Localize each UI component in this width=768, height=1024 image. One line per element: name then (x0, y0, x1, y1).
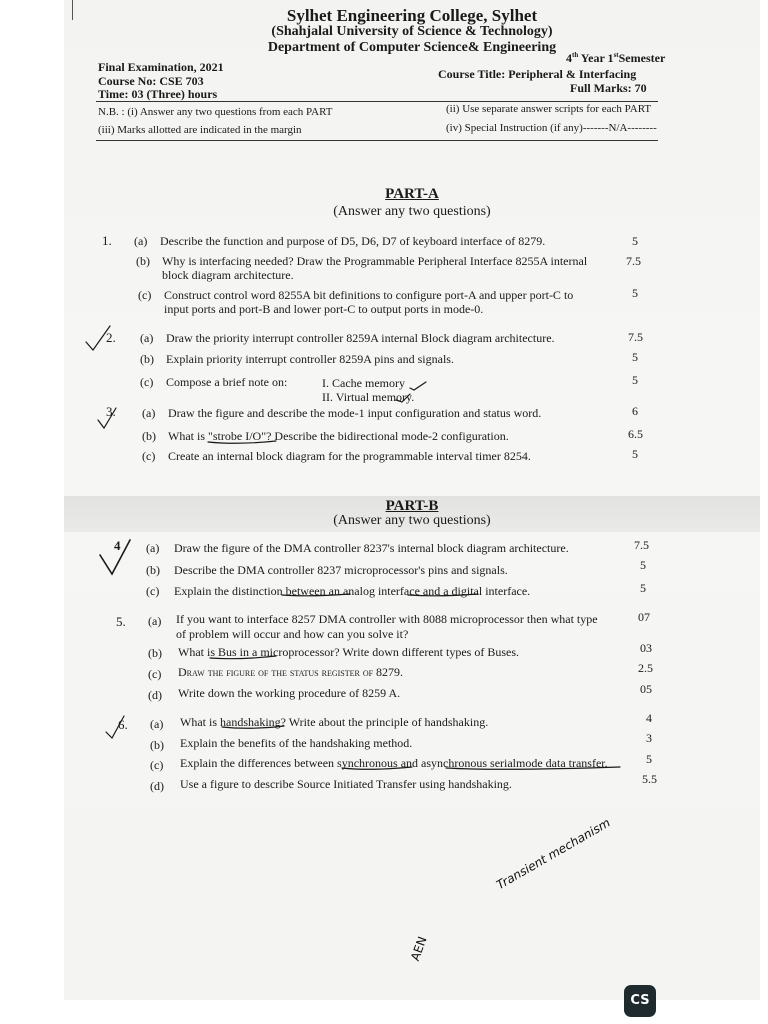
q4c-label: (c) (146, 584, 160, 598)
q2a-marks: 7.5 (628, 330, 643, 344)
q6a-text: What is handshaking? Write about the principle of handshaking. (180, 715, 489, 729)
q2b-marks: 5 (632, 350, 638, 364)
course-number: Course No: CSE 703 (98, 74, 204, 88)
q6b-marks: 3 (646, 731, 652, 745)
q4a-text: Draw the figure of the DMA controller 8237's internal block diagram architecture. (174, 541, 569, 555)
q1c-text-line2: input ports and port-B and lower port-C to output ports in mode-0. (164, 302, 484, 316)
q2c-item-1: I. Cache memory (322, 376, 405, 390)
q5a-text: If you want to interface 8257 DMA controller with 8088 microprocessor then what type (176, 612, 598, 626)
q2c-item-2: II. Virtual memory. (322, 390, 415, 404)
q1a-marks: 5 (632, 234, 638, 248)
q6b-label: (b) (150, 738, 164, 752)
part-a-subtitle: (Answer any two questions) (333, 204, 491, 219)
q6c-label: (c) (150, 758, 164, 772)
college-name: Sylhet Engineering College, Sylhet (286, 6, 538, 25)
q6c-text: Explain the differences between synchronous and asynchronous serialmode data transfer. (180, 756, 608, 770)
q4a-marks: 7.5 (634, 538, 649, 552)
q1a-label: (a) (134, 234, 148, 248)
q6c-marks: 5 (646, 752, 652, 766)
q4c-text: Explain the distinction between an analog interface and a digital interface. (174, 584, 531, 598)
q4a-label: (a) (146, 541, 160, 555)
q3a-text: Draw the figure and describe the mode-1 input configuration and status word. (168, 406, 542, 420)
q6a-label: (a) (150, 717, 164, 731)
note-3: (iii) Marks allotted are indicated in the margin (98, 124, 302, 136)
q1b-text-line2: block diagram architecture. (162, 268, 294, 282)
note-1: N.B. : (i) Answer any two questions from each PART (98, 106, 333, 118)
q1c-text: Construct control word 8255A bit definitions to configure port-A and upper port-C to (164, 288, 574, 302)
q4b-marks: 5 (640, 558, 646, 572)
cache-tick (410, 382, 426, 390)
q4b-text: Describe the DMA controller 8237 microprocessor's pins and signals. (174, 563, 508, 577)
q3b-text: What is "strobe I/O"? Describe the bidirectional mode-2 configuration. (168, 429, 509, 443)
course-title: Course Title: Peripheral & Interfacing (438, 67, 637, 81)
part-b-title: PART-B (385, 498, 439, 514)
underline-bus (210, 656, 276, 659)
q6d-label: (d) (150, 779, 164, 793)
q2a-text: Draw the priority interrupt controller 8259A internal Block diagram architecture. (166, 331, 555, 345)
question-4-number: 4 (114, 538, 121, 553)
q3c-text: Create an internal block diagram for the programmable interval timer 8254. (168, 449, 531, 463)
underline-asynchronous (446, 767, 620, 769)
q6d-marks: 5.5 (642, 772, 657, 786)
exam-name: Final Examination, 2021 (98, 60, 224, 74)
q2-check-mark (86, 326, 110, 350)
q4c-marks: 5 (640, 581, 646, 595)
university-affiliation: (Shahjalal University of Science & Technology) (271, 24, 553, 39)
q5a-text-line2: of problem will occur and how can you solve it? (176, 627, 409, 641)
underline-handshaking (222, 726, 284, 728)
q5c-text: Draw the figure of the status register of 8279. (178, 665, 404, 679)
q6-check-mark (106, 716, 124, 738)
underline-analog (282, 594, 350, 596)
underline-digital (408, 594, 478, 596)
q2b-text: Explain priority interrupt controller 8259A pins and signals. (166, 352, 454, 366)
question-2-number: 2. (106, 330, 116, 345)
q5a-label: (a) (148, 614, 162, 628)
q4b-label: (b) (146, 563, 160, 577)
q3a-marks: 6 (632, 404, 638, 418)
question-3-number: 3. (106, 404, 116, 419)
question-6-number: 6. (118, 717, 128, 732)
q1b-label: (b) (136, 254, 150, 268)
q6b-text: Explain the benefits of the handshaking method. (180, 736, 413, 750)
q2c-text: Compose a brief note on: (166, 375, 288, 389)
q1a-text: Describe the function and purpose of D5, D6, D7 of keyboard interface of 8279. (160, 234, 546, 248)
underline-strobe (208, 441, 276, 443)
q2b-label: (b) (140, 352, 154, 366)
question-5-number: 5. (116, 614, 126, 629)
q1c-marks: 5 (632, 286, 638, 300)
exam-duration: Time: 03 (Three) hours (98, 87, 218, 101)
q3b-label: (b) (142, 429, 156, 443)
q5d-marks: 05 (640, 682, 652, 696)
q3a-label: (a) (142, 406, 156, 420)
q5b-marks: 03 (640, 641, 652, 655)
year-semester: 4th Year 1stSemester (566, 51, 666, 65)
note-2: (ii) Use separate answer scripts for each PART (446, 103, 652, 115)
q1b-text: Why is interfacing needed? Draw the Programmable Peripheral Interface 8255A internal (162, 254, 588, 268)
q2c-label: (c) (140, 375, 154, 389)
note-4: (iv) Special Instruction (if any)-------N/A-------- (446, 122, 657, 134)
q3c-label: (c) (142, 449, 156, 463)
q6a-marks: 4 (646, 711, 652, 725)
q5a-marks: 07 (638, 610, 650, 624)
q5c-marks: 2.5 (638, 661, 653, 675)
department-name: Department of Computer Science& Engineering (267, 40, 557, 55)
q5c-label: (c) (148, 667, 162, 681)
q2a-label: (a) (140, 331, 154, 345)
q2c-marks: 5 (632, 373, 638, 387)
handwritten-initials: AEN (408, 934, 430, 963)
virtual-tick (396, 394, 410, 402)
part-b-subtitle: (Answer any two questions) (333, 513, 491, 528)
underline-synchronous (342, 767, 412, 769)
q1b-marks: 7.5 (626, 254, 641, 268)
question-1-number: 1. (102, 233, 112, 248)
camscanner-logo: CS (624, 985, 656, 1017)
full-marks: Full Marks: 70 (570, 81, 647, 95)
q3-check-mark (98, 408, 116, 428)
q5d-label: (d) (148, 688, 162, 702)
q5d-text: Write down the working procedure of 8259 A. (178, 686, 401, 700)
q4-check-mark (100, 540, 130, 574)
handwritten-note: Transient mechanism (494, 815, 613, 893)
q5b-text: What is Bus in a microprocessor? Write down different types of Buses. (178, 645, 519, 659)
q3b-marks: 6.5 (628, 427, 643, 441)
part-a-title: PART-A (385, 186, 439, 202)
q3c-marks: 5 (632, 447, 638, 461)
q5b-label: (b) (148, 646, 162, 660)
q1c-label: (c) (138, 288, 152, 302)
q6d-text: Use a figure to describe Source Initiated Transfer using handshaking. (180, 777, 512, 791)
